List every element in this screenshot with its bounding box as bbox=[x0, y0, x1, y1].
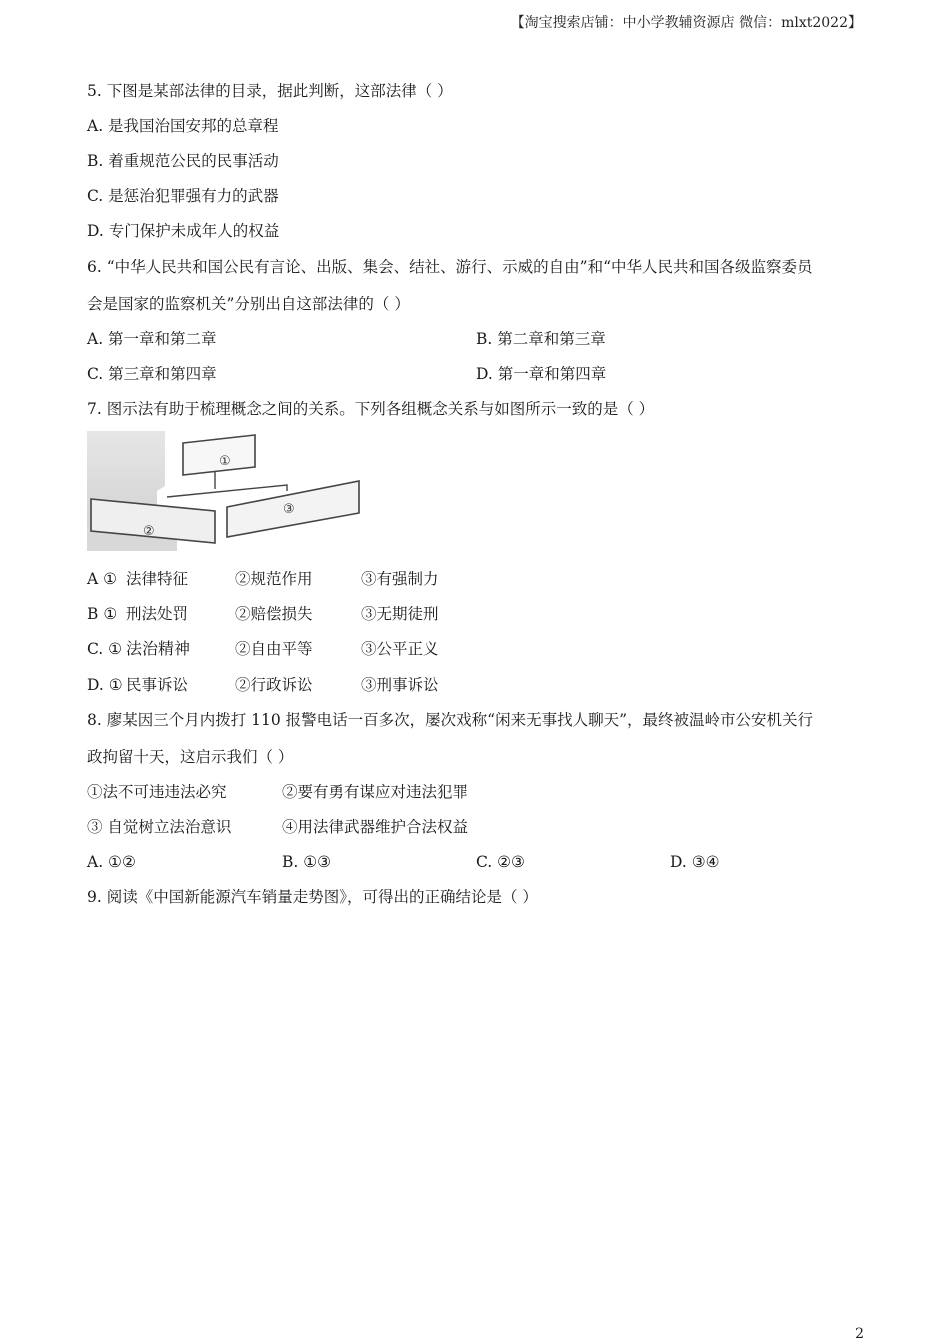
page-number: 2 bbox=[855, 1326, 864, 1342]
q7-c-item1: 法治精神 bbox=[126, 639, 191, 658]
q8-item-1: ①法不可违违法必究 bbox=[87, 783, 227, 801]
q7-d-item1: 民事诉讼 bbox=[126, 676, 189, 694]
q8-option-d: D. ③④ bbox=[670, 853, 720, 871]
q6-option-d: D. 第一章和第四章 bbox=[476, 365, 607, 383]
q7-b-item1: 刑法处罚 bbox=[126, 605, 189, 623]
label-2: ② bbox=[143, 524, 155, 539]
concept-diagram bbox=[87, 431, 362, 551]
q7-d-item3: ③刑事诉讼 bbox=[361, 676, 439, 694]
q7-a-prefix: A ① bbox=[87, 570, 118, 588]
q5-option-a: A. 是我国治国安邦的总章程 bbox=[87, 117, 279, 135]
q7-c-prefix: C. ① bbox=[87, 640, 123, 658]
label-1: ① bbox=[219, 454, 231, 469]
connector-horizontal bbox=[167, 485, 287, 497]
q7-a-item2: ②规范作用 bbox=[235, 570, 313, 588]
q6-option-a: A. 第一章和第二章 bbox=[87, 330, 217, 348]
q8-item-3: ③ 自觉树立法治意识 bbox=[87, 818, 232, 836]
page-header: 【淘宝搜索店铺：中小学教辅资源店 微信：mlxt2022】 bbox=[510, 15, 862, 31]
q7-b-item2: ②赔偿损失 bbox=[235, 605, 313, 623]
q8-item-4: ④用法律武器维护合法权益 bbox=[282, 818, 469, 836]
q6-stem-line1: 6. “中华人民共和国公民有言论、出版、集会、结社、游行、示威的自由”和“中华人民共和国各级监察委员 bbox=[87, 258, 813, 276]
q5-option-c: C. 是惩治犯罪强有力的武器 bbox=[87, 187, 279, 205]
label-3: ③ bbox=[283, 502, 295, 517]
q7-c-item3: ③公平正义 bbox=[361, 640, 439, 658]
q7-b-prefix: B ① bbox=[87, 605, 118, 623]
q7-a-item1: 法律特征 bbox=[126, 570, 189, 588]
q7-a-item3: ③有强制力 bbox=[361, 570, 439, 588]
q7-b-item3: ③无期徒刑 bbox=[361, 605, 439, 623]
q8-option-c: C. ②③ bbox=[476, 853, 525, 871]
q8-stem-line1: 8. 廖某因三个月内拨打 110 报警电话一百多次，屡次戏称“闲来无事找人聊天”，最终被温岭市公安机关行 bbox=[87, 711, 814, 729]
q9-stem: 9. 阅读《中国新能源汽车销量走势图》，可得出的正确结论是（ ） bbox=[87, 888, 538, 906]
q8-option-b: B. ①③ bbox=[282, 853, 332, 871]
q8-stem-line2: 政拘留十天，这启示我们（ ） bbox=[87, 748, 294, 766]
q7-d-item2: ②行政诉讼 bbox=[235, 676, 313, 694]
q7-c-item2: ②自由平等 bbox=[235, 640, 313, 658]
q6-option-c: C. 第三章和第四章 bbox=[87, 365, 217, 383]
q8-item-2: ②要有勇有谋应对违法犯罪 bbox=[282, 783, 469, 801]
q7-d-prefix: D. ① bbox=[87, 676, 123, 694]
q6-option-b: B. 第二章和第三章 bbox=[476, 330, 606, 348]
q5-option-d: D. 专门保护未成年人的权益 bbox=[87, 222, 280, 240]
q8-option-a: A. ①② bbox=[87, 853, 136, 871]
q7-stem: 7. 图示法有助于梳理概念之间的关系。下列各组概念关系与如图所示一致的是（ ） bbox=[87, 400, 655, 418]
q6-stem-line2: 会是国家的监察机关”分别出自这部法律的（ ） bbox=[87, 295, 410, 313]
q7-concept-figure bbox=[87, 431, 362, 551]
q5-option-b: B. 着重规范公民的民事活动 bbox=[87, 152, 279, 170]
q5-stem: 5. 下图是某部法律的目录，据此判断，这部法律（ ） bbox=[87, 82, 453, 100]
